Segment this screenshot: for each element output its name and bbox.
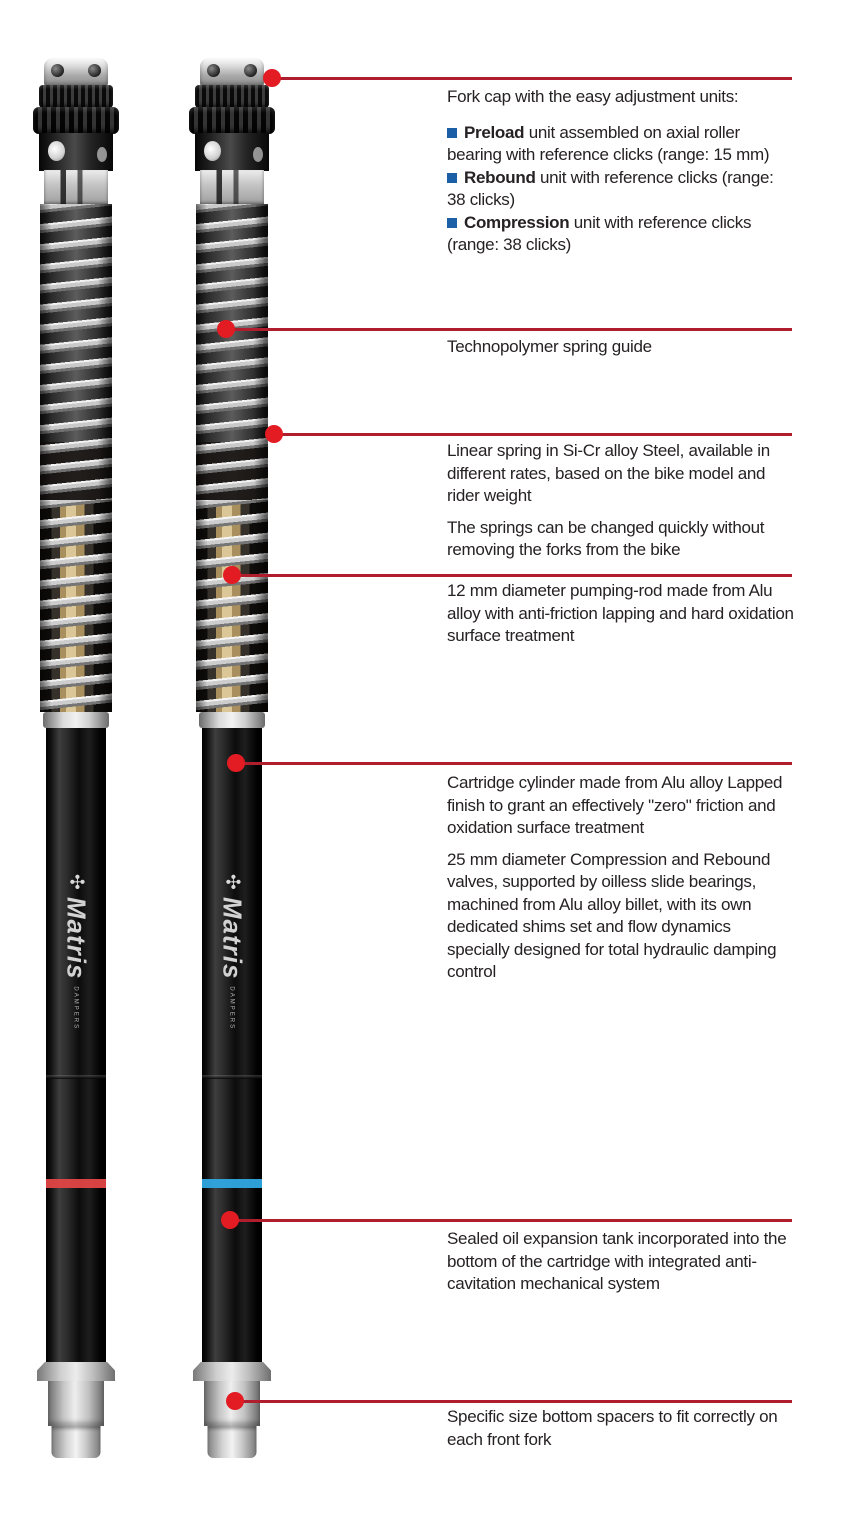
callout-paragraph: 12 mm diameter pumping-rod made from Alu alloy with anti-friction lapping and hard oxidation surface treatment [447, 581, 794, 645]
callout-paragraph: The springs can be changed quickly without removing the forks from the bike [447, 517, 765, 559]
bullet-square-icon [447, 173, 457, 183]
callout-bullet: Preload unit assembled on axial roller bearing with reference clicks (range: 15 mm) [447, 122, 770, 164]
callout-text-spring-guide [447, 336, 795, 359]
callout-line-oil-expansion-tank [230, 1219, 792, 1222]
bullet-square-icon [447, 128, 457, 138]
callout-dot-pumping-rod [223, 566, 241, 584]
callout-line-cartridge-cylinder [236, 762, 792, 765]
callout-bullet: Rebound unit with reference clicks (range: 38 clicks) [447, 167, 774, 209]
matris-wings-icon: ✣ [65, 873, 87, 890]
callout-paragraph: Sealed oil expansion tank incorporated into the bottom of the cartridge with integrated anti-cavitation mechanical system [447, 1229, 787, 1293]
callout-paragraph: Technopolymer spring guide [447, 337, 652, 356]
bullet-square-icon [447, 218, 457, 228]
callout-line-pumping-rod [232, 574, 792, 577]
callout-dot-cartridge-cylinder [227, 754, 245, 772]
callout-line-bottom-spacers [235, 1400, 792, 1403]
brand-subtitle: DAMPERS [229, 986, 235, 1031]
callout-text-bottom-spacers [447, 1406, 795, 1451]
callout-text-oil-expansion-tank [447, 1228, 795, 1296]
callout-dot-oil-expansion-tank [221, 1211, 239, 1229]
brand-subtitle: DAMPERS [73, 986, 79, 1031]
callout-intro: Fork cap with the easy adjustment units: [447, 87, 739, 106]
callout-paragraph: Cartridge cylinder made from Alu alloy Lapped finish to grant an effectively "zero" friction and oxidation surface treatment [447, 773, 783, 837]
callout-text-linear-spring [447, 440, 795, 562]
callout-line-linear-spring [274, 433, 792, 436]
callout-text-pumping-rod [447, 580, 795, 648]
callout-line-fork-cap [272, 77, 792, 80]
callout-dot-fork-cap [263, 69, 281, 87]
callout-text-fork-cap [447, 86, 795, 257]
callout-paragraph: 25 mm diameter Compression and Rebound valves, supported by oilless slide bearings, machined from Alu alloy billet, with its own dedicated shims set and flow dynamics specially designed for total hydraulic damping control [447, 849, 777, 981]
matris-wings-icon: ✣ [221, 873, 243, 890]
callout-text-cartridge-cylinder [447, 772, 795, 984]
callout-bullet: Compression unit with reference clicks (range: 38 clicks) [447, 212, 752, 254]
callout-paragraph: Specific size bottom spacers to fit correctly on each front fork [447, 1407, 778, 1449]
callout-paragraph: Linear spring in Si-Cr alloy Steel, available in different rates, based on the bike model and rider weight [447, 441, 770, 505]
callout-dot-linear-spring [265, 425, 283, 443]
callout-line-spring-guide [226, 328, 792, 331]
brand-name: Matris [61, 896, 92, 980]
callout-dot-bottom-spacers [226, 1392, 244, 1410]
brand-name: Matris [217, 896, 248, 980]
callout-dot-spring-guide [217, 320, 235, 338]
